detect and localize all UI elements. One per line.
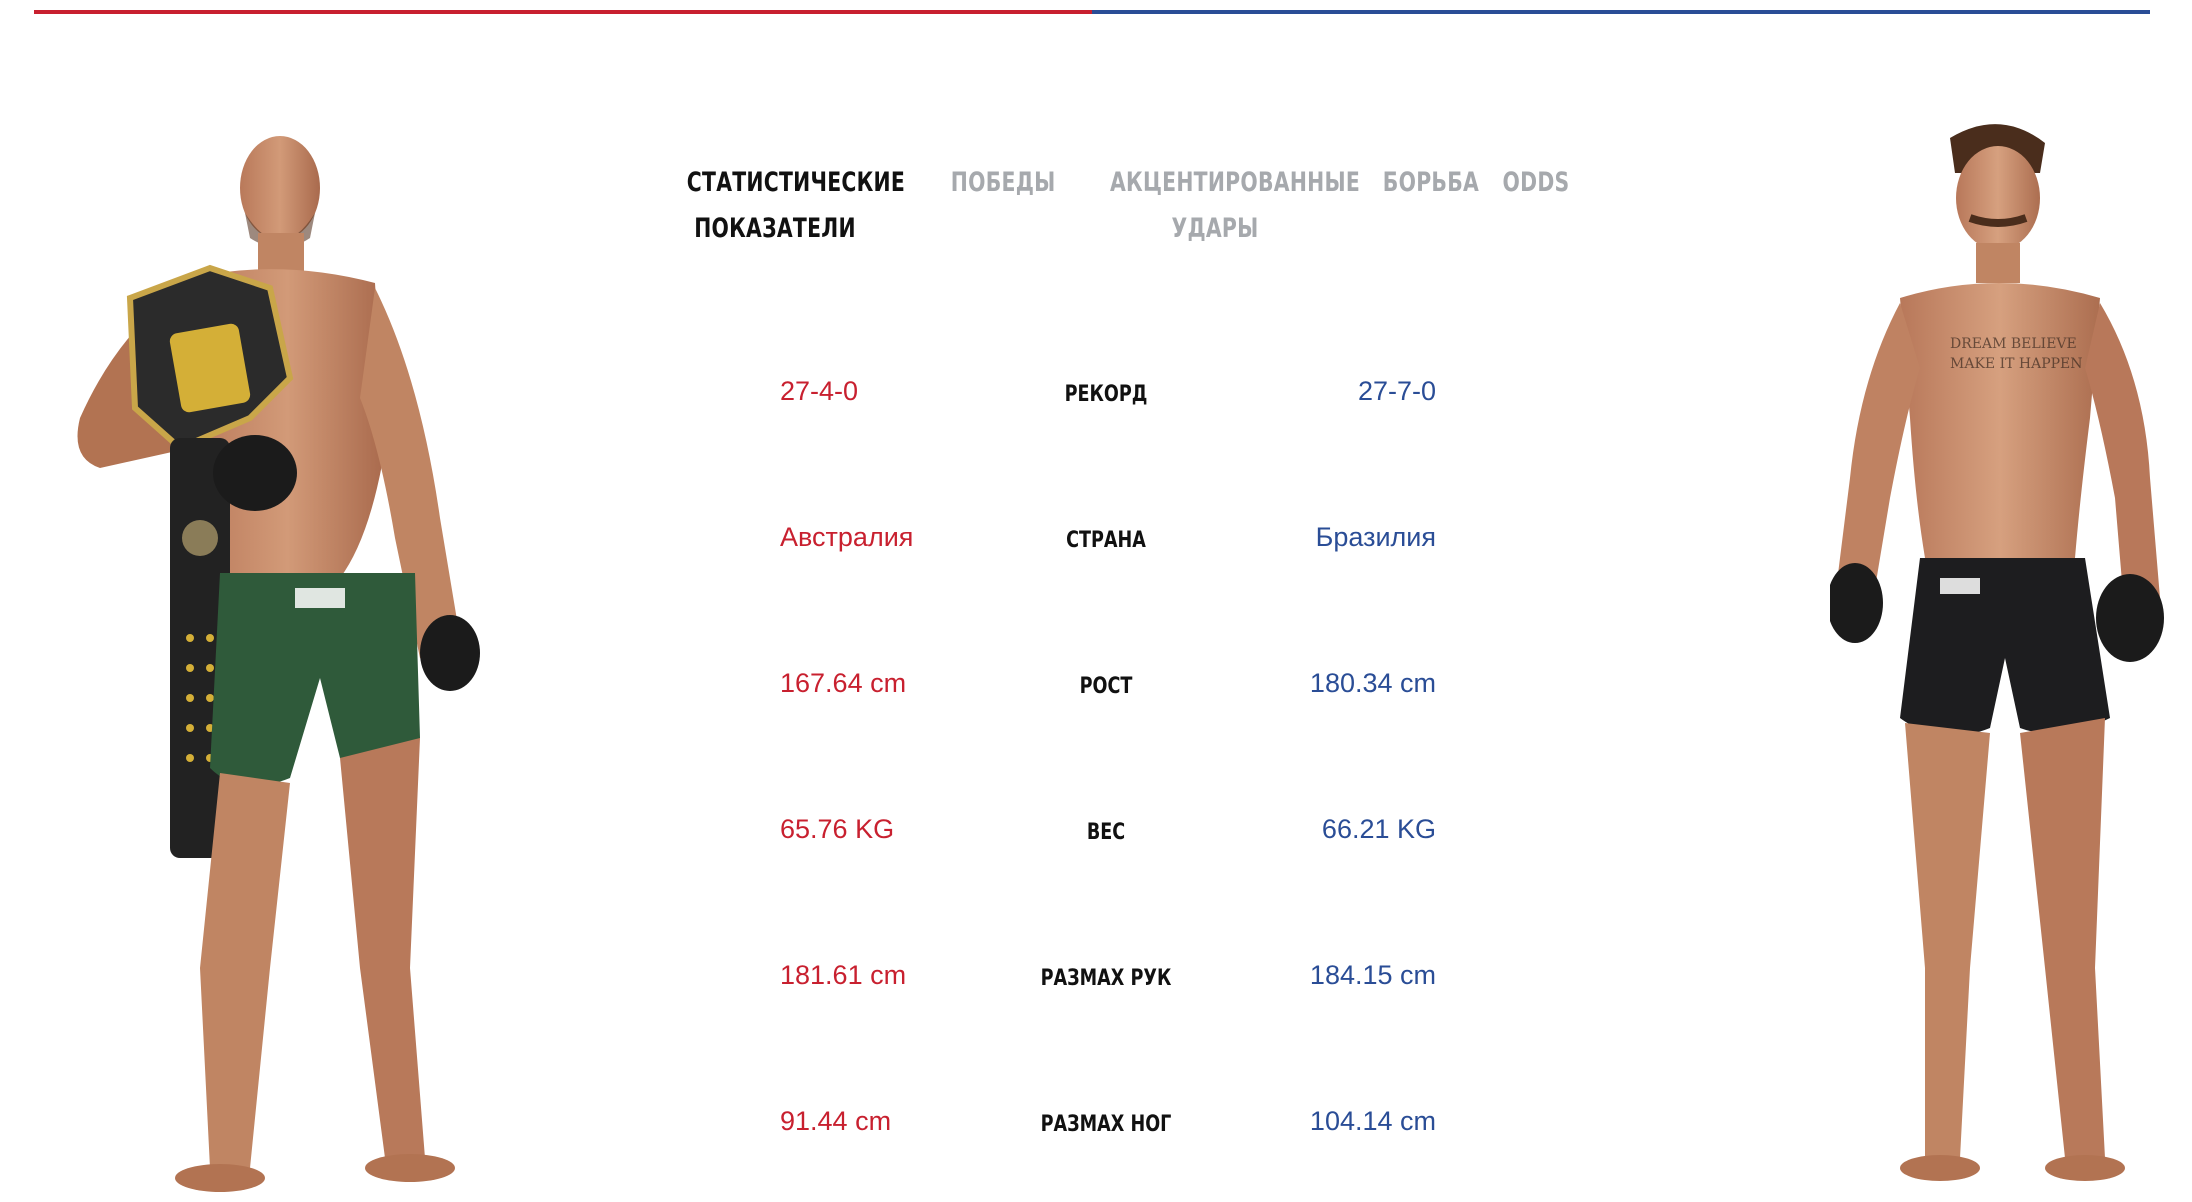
stat-label-reach: РАЗМАХ РУК [1040,966,1172,991]
stat-label-record: РЕКОРД [1064,382,1148,407]
red-corner-reach: 181.61 cm [780,960,907,990]
stat-label-country: СТРАНА [1066,528,1146,553]
blue-corner-fighter-image [1830,118,2170,1198]
red-corner-weight: 65.76 KG [780,814,895,844]
blue-corner-bar [1092,10,2150,14]
blue-corner-record: 27-7-0 [1357,376,1436,406]
blue-corner-height: 180.34 cm [1309,668,1436,698]
blue-corner-weight: 66.21 KG [1321,814,1436,844]
tab-wins[interactable]: ПОБЕДЫ [950,167,1056,198]
blue-corner-reach: 184.15 cm [1309,960,1436,990]
tab-grappling[interactable]: БОРЬБА [1382,167,1480,198]
stat-row-reach [0,958,2192,1018]
stat-label-leg-reach: РАЗМАХ НОГ [1040,1112,1172,1137]
stat-row-leg-reach [0,1104,2192,1164]
red-corner-country: Австралия [780,522,914,552]
tab-significant-strikes[interactable]: АКЦЕНТИРОВАННЫЕ УДАРЫ [1110,167,1361,244]
red-corner-height: 167.64 cm [780,668,907,698]
corner-color-bar [34,10,2150,14]
red-corner-bar [34,10,1092,14]
red-corner-fighter-image [40,118,500,1198]
svg-text:DREAM BELIEVE: DREAM BELIEVE [1950,336,2077,352]
stat-row-record [0,374,2192,434]
tab-statistics[interactable]: СТАТИСТИЧЕСКИЕ ПОКАЗАТЕЛИ [686,167,906,244]
stat-row-height [0,666,2192,726]
stat-label-height: РОСТ [1079,674,1133,699]
tab-odds[interactable]: ODDS [1502,167,1570,198]
stats-tabs [670,160,1670,250]
red-corner-leg-reach: 91.44 cm [780,1106,892,1136]
blue-corner-leg-reach: 104.14 cm [1309,1106,1436,1136]
stat-row-weight [0,812,2192,872]
blue-corner-country: Бразилия [1315,522,1436,552]
stat-row-country [0,520,2192,580]
svg-text:MAKE IT HAPPEN: MAKE IT HAPPEN [1950,356,2083,372]
stat-label-weight: ВЕС [1086,820,1126,845]
red-corner-record: 27-4-0 [780,376,859,406]
